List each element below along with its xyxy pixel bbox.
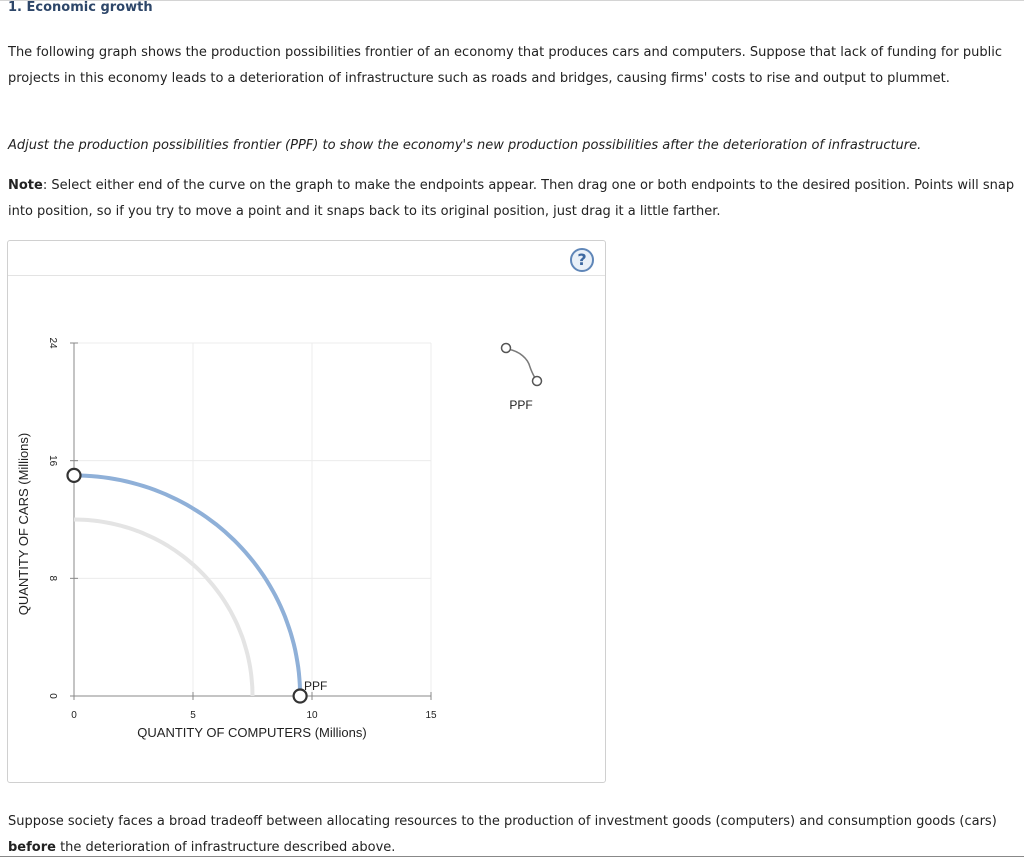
y-tick-label: 16 — [47, 455, 58, 467]
note-text: : Select either end of the curve on the graph to make the endpoints appear. Then drag one or both endpoints to the desired position. Points will snap into position, so if you try to move a point and it snaps back to its original position, just drag it a little farther. — [8, 178, 1015, 219]
followup-text — [8, 809, 1020, 861]
chart-grid — [74, 343, 431, 696]
top-divider — [0, 0, 1024, 1]
question-instruction: Adjust the production possibilities frontier (PPF) to show the economy's new production possibilities after the deterioration of infrastructure. — [8, 138, 922, 153]
x-tick-label: 15 — [425, 710, 437, 721]
ppf-graph — [8, 241, 605, 782]
followup-before: Suppose society faces a broad tradeoff between allocating resources to the production of investment goods (computers) and consumption goods (cars) — [8, 814, 997, 829]
x-tick-label: 0 — [71, 710, 77, 721]
question-intro: The following graph shows the production possibilities frontier of an economy that produces cars and computers. Suppose that lack of funding for public projects in this economy leads to a deterioration of infrastructure such as roads and bridges, causing firms' costs to rise and output to plummet. — [8, 45, 1002, 86]
bottom-divider — [0, 856, 1024, 857]
help-icon[interactable]: ? — [570, 248, 594, 272]
ppf-tool-start-point[interactable] — [502, 344, 511, 353]
ppf-curve — [74, 475, 300, 696]
x-tick-label: 10 — [306, 710, 318, 721]
chart-axes — [74, 343, 431, 696]
y-axis-label: QUANTITY OF CARS (Millions) — [16, 432, 31, 616]
question-note — [8, 173, 1020, 225]
ppf-curve-label: PPF — [304, 679, 328, 693]
y-tick-label: 0 — [47, 693, 58, 699]
note-label: Note — [8, 178, 43, 193]
x-axis-label: QUANTITY OF COMPUTERS (Millions) — [137, 725, 367, 740]
followup-bold: before — [8, 840, 56, 855]
ppf-tool-end-point[interactable] — [533, 377, 542, 386]
ppf-tool-label: PPF — [509, 398, 533, 412]
y-tick-label: 24 — [47, 337, 58, 349]
followup-after: the deterioration of infrastructure described above. — [55, 840, 396, 855]
graph-panel — [7, 240, 606, 783]
y-tick-label: 8 — [47, 575, 58, 582]
original-ppf-curve — [74, 520, 253, 697]
chart-curves — [74, 475, 300, 696]
chart-ticks — [47, 337, 437, 721]
x-tick-label: 5 — [190, 710, 196, 721]
ppf-y-endpoint-handle[interactable] — [68, 469, 81, 482]
ppf-tool[interactable] — [502, 344, 542, 386]
question-title: 1. Economic growth — [8, 0, 153, 15]
ppf-tool-curve — [507, 349, 536, 380]
